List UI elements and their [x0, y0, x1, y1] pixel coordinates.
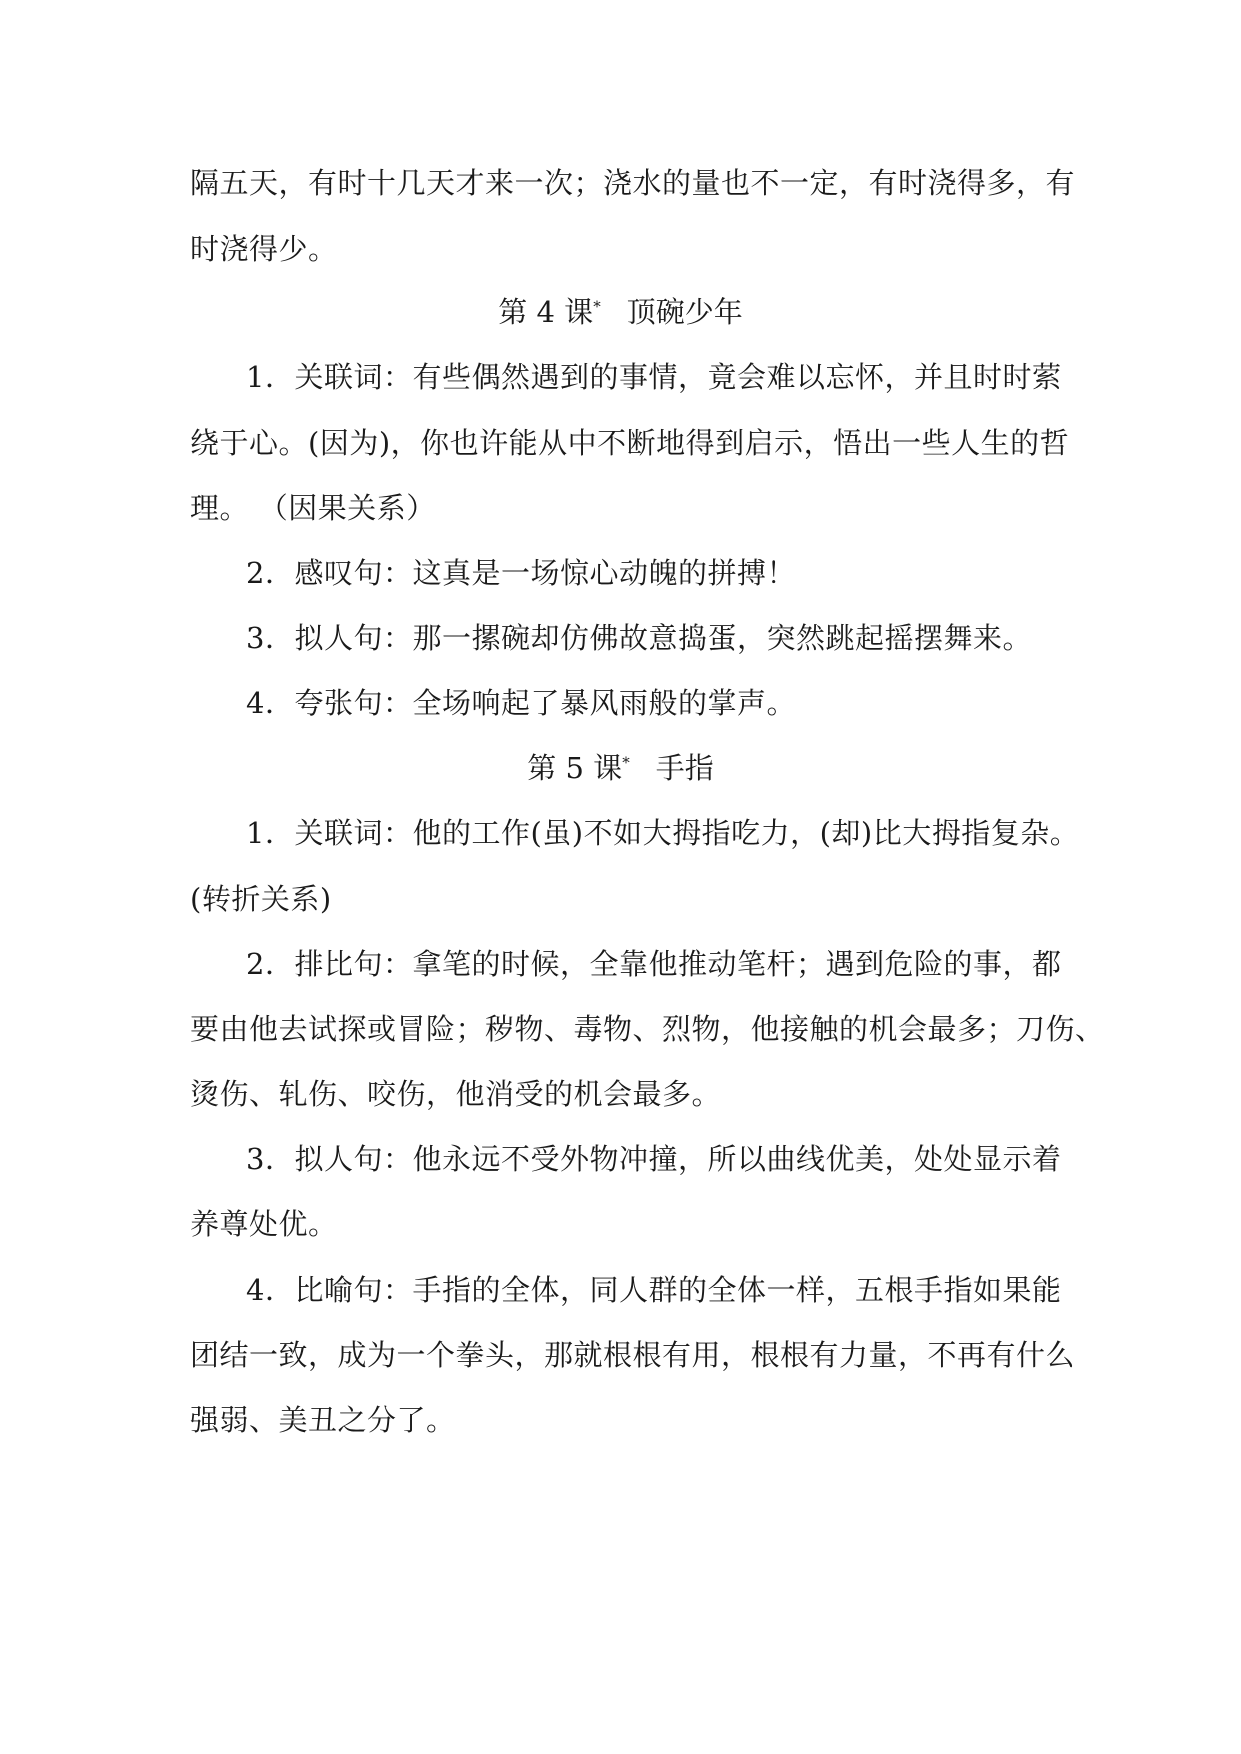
lesson-number: 第 4 课 [498, 295, 594, 329]
text-line: 时浇得少。 [190, 232, 338, 266]
text-line: 要由他去试探或冒险；秽物、毒物、烈物，他接触的机会最多；刀伤、 [190, 1012, 1105, 1046]
text-line: 团结一致，成为一个拳头，那就根根有用，根根有力量，不再有什么 [190, 1338, 1076, 1372]
lesson-title: 手指 [655, 751, 714, 785]
text-line: 隔五天，有时十几天才来一次；浇水的量也不一定，有时浇得多，有 [190, 166, 1076, 200]
asterisk-mark: * [593, 297, 601, 316]
text-line: 4．比喻句：手指的全体，同人群的全体一样，五根手指如果能 [246, 1273, 1062, 1307]
text-line: 3．拟人句：他永远不受外物冲撞，所以曲线优美，处处显示着 [246, 1142, 1062, 1176]
text-line: 1．关联词：有些偶然遇到的事情，竟会难以忘怀，并且时时萦 [246, 360, 1062, 394]
text-line: 4．夸张句：全场响起了暴风雨般的掌声。 [246, 686, 796, 720]
lesson-5-heading [0, 748, 1241, 788]
text-line: 烫伤、轧伤、咬伤，他消受的机会最多。 [190, 1077, 722, 1111]
text-line: 理。 （因果关系） [190, 491, 436, 525]
text-line: 2．排比句：拿笔的时候，全靠他推动笔杆；遇到危险的事，都 [246, 947, 1062, 981]
text-line: 强弱、美丑之分了。 [190, 1403, 456, 1437]
text-line: 绕于心。(因为)，你也许能从中不断地得到启示，悟出一些人生的哲 [190, 426, 1070, 460]
asterisk-mark: * [622, 753, 630, 772]
text-line: 1．关联词：他的工作(虽)不如大拇指吃力，(却)比大拇指复杂。 [246, 816, 1080, 850]
lesson-4-heading [0, 292, 1241, 332]
text-line: 养尊处优。 [190, 1207, 338, 1241]
text-line: (转折关系) [190, 882, 332, 916]
lesson-title: 顶碗少年 [626, 295, 743, 329]
lesson-number: 第 5 课 [527, 751, 623, 785]
text-line: 3．拟人句：那一摞碗却仿佛故意捣蛋，突然跳起摇摆舞来。 [246, 621, 1032, 655]
text-line: 2．感叹句：这真是一场惊心动魄的拼搏！ [246, 556, 796, 590]
